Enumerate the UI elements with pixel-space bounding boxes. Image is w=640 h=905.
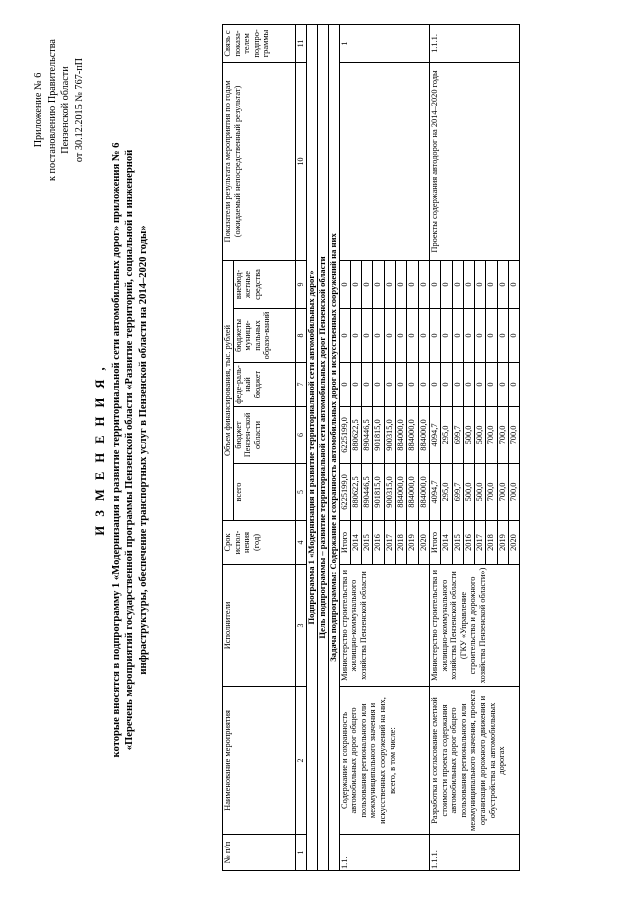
- municipal-cell: 0: [509, 309, 520, 363]
- municipal-cell: 0: [396, 309, 407, 363]
- total-cell: 900315,0: [384, 464, 395, 521]
- header-result: Показатели результата мероприятия по годам (ожидаемый непосредственный результат): [223, 62, 296, 260]
- year-cell: 2019: [497, 521, 508, 565]
- regional-cell: 880622,5: [350, 407, 361, 464]
- regional-cell: 295,0: [441, 407, 452, 464]
- federal-cell: 0: [418, 363, 429, 407]
- column-number: 2: [295, 687, 306, 835]
- header-term: Срок испол-нения (год): [223, 521, 296, 565]
- annex-line-2: к постановлению Правительства: [46, 39, 58, 181]
- header-name: Наименование мероприятия: [223, 687, 296, 835]
- section-subprogram-title: Подпрограмма 1 «Модернизация и развитие территориальной сети автомобильных дорог»: [306, 24, 317, 870]
- header-regional: бюджет Пензен-ской области: [233, 407, 295, 464]
- municipal-cell: 0: [441, 309, 452, 363]
- column-number: 1: [295, 835, 306, 871]
- year-cell: 2018: [486, 521, 497, 565]
- title-line-3: инфраструктуры, обеспечение транспортных услуг в Пензенской области на 2014–2020 годы»: [137, 225, 149, 675]
- header-extra: внебюд-жетные средства: [233, 260, 295, 308]
- header-total: всего: [233, 464, 295, 521]
- total-cell: 901815,0: [373, 464, 384, 521]
- total-cell: 699,7: [452, 464, 463, 521]
- annex-line-1: Приложение № 6: [33, 72, 44, 148]
- section-subprogram: [306, 24, 317, 870]
- total-cell: 884000,0: [407, 464, 418, 521]
- year-cell: 2015: [362, 521, 373, 565]
- row-link: 1.1.1.: [429, 24, 519, 62]
- section-task-title: Задача подпрограммы: Содержание и сохранность автомобильных дорог и искусственных сооружений на них: [328, 24, 339, 870]
- column-number: 4: [295, 521, 306, 565]
- annex-line-3: Пензенской области: [60, 66, 71, 154]
- federal-cell: 0: [463, 363, 474, 407]
- total-cell: 500,0: [463, 464, 474, 521]
- total-cell: 700,0: [509, 464, 520, 521]
- total-cell: 700,0: [486, 464, 497, 521]
- regional-cell: 884000,0: [407, 407, 418, 464]
- row-name: Разработка и согласование сметной стоимости проекта содержания автомобильных дорог общего пользования регионального или межмуниципального значения, проекта организации дорожного движения и обустройства на автомобильных дорогах: [429, 687, 519, 835]
- activities-table-wrapper: [222, 25, 520, 871]
- row-link: 1: [339, 24, 429, 62]
- row-result: [339, 62, 429, 260]
- extra-cell: 0: [486, 260, 497, 308]
- federal-cell: 0: [452, 363, 463, 407]
- title-main: И З М Е Н Е Н И Я ,: [93, 364, 107, 536]
- extra-cell: 0: [509, 260, 520, 308]
- table-row: [429, 24, 440, 870]
- extra-cell: 0: [441, 260, 452, 308]
- header-funding: Объем финансирования, тыс. рублей: [223, 260, 234, 520]
- extra-cell: 0: [384, 260, 395, 308]
- municipal-cell: 0: [486, 309, 497, 363]
- total-cell: 295,0: [441, 464, 452, 521]
- column-number: 5: [295, 464, 306, 521]
- title-line-2: «Перечень мероприятий государственной программы Пензенской области «Развитие территорий, социальной и инженерной: [124, 149, 136, 751]
- column-number: 6: [295, 407, 306, 464]
- year-cell: Итого: [429, 521, 440, 565]
- header-executor: Исполнители: [223, 565, 296, 687]
- federal-cell: 0: [429, 363, 440, 407]
- total-cell: 884000,0: [396, 464, 407, 521]
- total-cell: 884000,0: [418, 464, 429, 521]
- document-title: [94, 35, 150, 865]
- regional-cell: 6225199,0: [339, 407, 350, 464]
- column-number: 8: [295, 309, 306, 363]
- extra-cell: 0: [362, 260, 373, 308]
- federal-cell: 0: [475, 363, 486, 407]
- regional-cell: 884000,0: [396, 407, 407, 464]
- extra-cell: 0: [475, 260, 486, 308]
- regional-cell: 500,0: [463, 407, 474, 464]
- federal-cell: 0: [362, 363, 373, 407]
- regional-cell: 901815,0: [373, 407, 384, 464]
- year-cell: 2017: [384, 521, 395, 565]
- municipal-cell: 0: [350, 309, 361, 363]
- regional-cell: 700,0: [509, 407, 520, 464]
- section-task: [328, 24, 339, 870]
- activities-table: [222, 24, 520, 871]
- header-num: № п/п: [223, 835, 296, 871]
- year-cell: 2020: [418, 521, 429, 565]
- municipal-cell: 0: [497, 309, 508, 363]
- municipal-cell: 0: [339, 309, 350, 363]
- table-row: [339, 24, 350, 870]
- row-result: Проекты содержания автодорог на 2014–2020 годы: [429, 62, 519, 260]
- header-municipal: бюджеты муници-пальных образо-ваний: [233, 309, 295, 363]
- section-goal: [317, 24, 328, 870]
- year-cell: 2017: [475, 521, 486, 565]
- year-cell: 2016: [463, 521, 474, 565]
- row-number: 1.1.1.: [429, 835, 519, 871]
- federal-cell: 0: [350, 363, 361, 407]
- federal-cell: 0: [373, 363, 384, 407]
- regional-cell: 884000,0: [418, 407, 429, 464]
- column-number: 7: [295, 363, 306, 407]
- regional-cell: 900315,0: [384, 407, 395, 464]
- section-goal-title: Цель подпрограммы – развитие территориальной сети автомобильных дорог Пензенской области: [317, 24, 328, 870]
- federal-cell: 0: [384, 363, 395, 407]
- federal-cell: 0: [407, 363, 418, 407]
- federal-cell: 0: [396, 363, 407, 407]
- municipal-cell: 0: [452, 309, 463, 363]
- regional-cell: 699,7: [452, 407, 463, 464]
- extra-cell: 0: [350, 260, 361, 308]
- federal-cell: 0: [441, 363, 452, 407]
- total-cell: 890446,5: [362, 464, 373, 521]
- header-link: Связь с показа-телем подпро-граммы: [223, 24, 296, 62]
- year-cell: 2019: [407, 521, 418, 565]
- year-cell: 2016: [373, 521, 384, 565]
- row-number: 1.1.: [339, 835, 429, 871]
- title-line-1: которые вносятся в подпрограмму 1 «Модернизация и развитие территориальной сети автомобильных дорог» приложения № 6: [110, 142, 122, 758]
- column-number: 9: [295, 260, 306, 308]
- header-row-1: [223, 24, 234, 870]
- municipal-cell: 0: [418, 309, 429, 363]
- total-cell: 880622,5: [350, 464, 361, 521]
- year-cell: 2014: [350, 521, 361, 565]
- extra-cell: 0: [339, 260, 350, 308]
- municipal-cell: 0: [407, 309, 418, 363]
- extra-cell: 0: [497, 260, 508, 308]
- extra-cell: 0: [407, 260, 418, 308]
- year-cell: 2014: [441, 521, 452, 565]
- federal-cell: 0: [497, 363, 508, 407]
- municipal-cell: 0: [384, 309, 395, 363]
- annex-line-4: от 30.12.2015 № 767-пП: [73, 57, 85, 163]
- row-executor: Министерство строительства и жилищно-коммунального хозяйства Пензенской области (ГКУ «Управление строительства и дорожного хозяйства Пензенской области»): [429, 565, 519, 687]
- regional-cell: 700,0: [497, 407, 508, 464]
- total-cell: 700,0: [497, 464, 508, 521]
- total-cell: 500,0: [475, 464, 486, 521]
- municipal-cell: 0: [362, 309, 373, 363]
- year-cell: 2015: [452, 521, 463, 565]
- extra-cell: 0: [396, 260, 407, 308]
- extra-cell: 0: [463, 260, 474, 308]
- federal-cell: 0: [509, 363, 520, 407]
- total-cell: 4094,7: [429, 464, 440, 521]
- extra-cell: 0: [429, 260, 440, 308]
- regional-cell: 500,0: [475, 407, 486, 464]
- regional-cell: 890446,5: [362, 407, 373, 464]
- total-cell: 6225199,0: [339, 464, 350, 521]
- year-cell: Итого: [339, 521, 350, 565]
- regional-cell: 4094,7: [429, 407, 440, 464]
- extra-cell: 0: [373, 260, 384, 308]
- municipal-cell: 0: [463, 309, 474, 363]
- row-executor: Министерство строительства и жилищно-коммунального хозяйства Пензенской области: [339, 565, 429, 687]
- column-numbers-row: [295, 24, 306, 870]
- regional-cell: 700,0: [486, 407, 497, 464]
- municipal-cell: 0: [373, 309, 384, 363]
- column-number: 3: [295, 565, 306, 687]
- municipal-cell: 0: [429, 309, 440, 363]
- year-cell: 2018: [396, 521, 407, 565]
- annex-header: [32, 20, 86, 200]
- year-cell: 2020: [509, 521, 520, 565]
- column-number: 10: [295, 62, 306, 260]
- federal-cell: 0: [339, 363, 350, 407]
- municipal-cell: 0: [475, 309, 486, 363]
- column-number: 11: [295, 24, 306, 62]
- extra-cell: 0: [452, 260, 463, 308]
- extra-cell: 0: [418, 260, 429, 308]
- federal-cell: 0: [486, 363, 497, 407]
- row-name: Содержание и сохранность автомобильных дорог общего пользования регионального или межмуниципального значения и искусственных сооружений на них, всего, в том числе:: [339, 687, 429, 835]
- header-federal: феде-раль-ный бюджет: [233, 363, 295, 407]
